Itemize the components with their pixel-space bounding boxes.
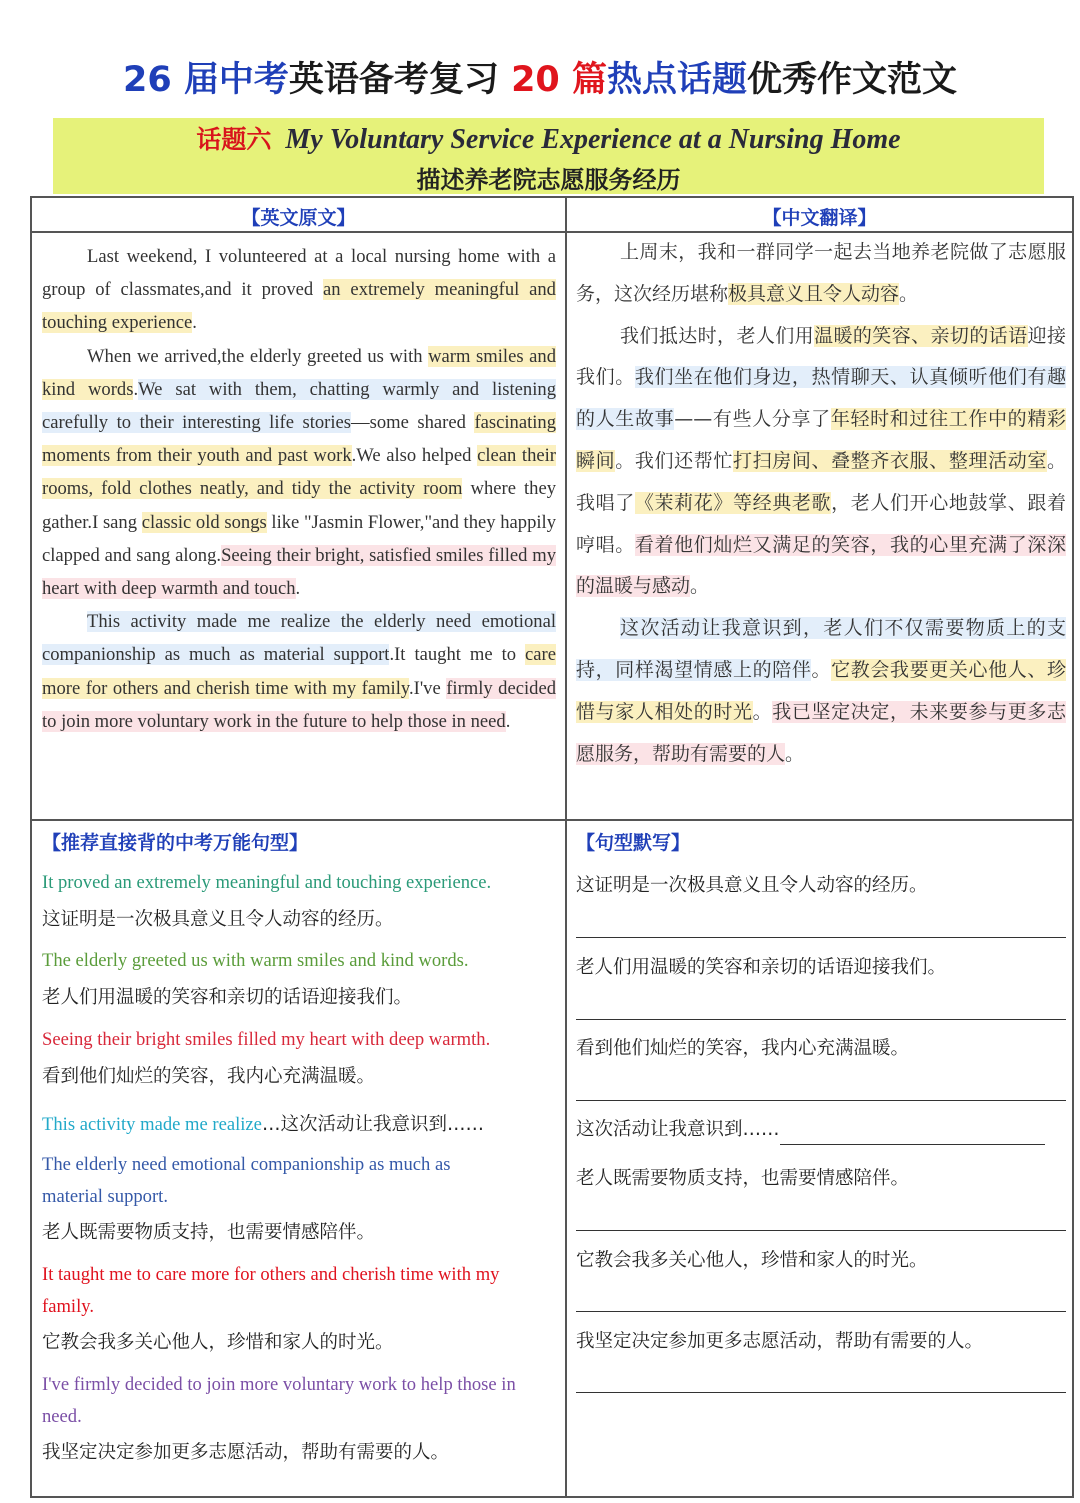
text-span: where they gather.I sang bbox=[42, 478, 557, 533]
text-span: . bbox=[192, 312, 197, 334]
sentence-en-6: It taught me to care more for others and cherish time with my family. bbox=[42, 1264, 500, 1317]
english-paragraph-1 bbox=[42, 240, 556, 340]
sentence-patterns-header: 【推荐直接背的中考万能句型】 bbox=[42, 832, 309, 854]
english-paragraph-3 bbox=[42, 605, 556, 738]
text-span: .I've bbox=[408, 677, 447, 699]
highlight-phrase: 我已坚定决定，未来要参与更多志愿服务，帮助有需要的人 bbox=[576, 700, 1066, 765]
sentence-en-7: I've firmly decided to join more voluntary work to help those in need. bbox=[42, 1374, 516, 1427]
sentence-zh-3: 看到他们灿烂的笑容，我内心充满温暖。 bbox=[42, 1066, 376, 1087]
dictation-prompt-4: 这次活动让我意识到…… bbox=[576, 1119, 780, 1140]
page-title bbox=[0, 52, 1080, 102]
text-span: . bbox=[133, 378, 139, 400]
highlight-phrase: 年轻时和过往工作中的精彩瞬间 bbox=[576, 408, 1066, 472]
dictation-answer-line-6[interactable] bbox=[576, 1311, 1066, 1312]
sentence-4 bbox=[42, 1109, 552, 1141]
dictation-prompt-3: 看到他们灿烂的笑容，我内心充满温暖。 bbox=[576, 1038, 910, 1059]
dictation-prompt-1: 这证明是一次极具意义且令人动容的经历。 bbox=[576, 875, 928, 896]
dictation-answer-line-7[interactable] bbox=[576, 1392, 1066, 1393]
dictation-inline-blank[interactable] bbox=[780, 1124, 1045, 1145]
chinese-translation bbox=[576, 232, 1066, 775]
chinese-paragraph-3 bbox=[576, 608, 1066, 775]
sentence-zh-4: …这次活动让我意识到…… bbox=[261, 1114, 484, 1135]
topic-english-title: My Voluntary Service Experience at a Nursing Home bbox=[285, 124, 901, 155]
title-part-1: 26 届中考 bbox=[122, 60, 289, 100]
chinese-paragraph-1 bbox=[576, 232, 1066, 316]
title-part-5: 优秀作文范文 bbox=[747, 60, 958, 100]
english-paragraph-2 bbox=[42, 340, 556, 606]
highlight-phrase: clean their rooms, fold clothes neatly, and tidy the activity room bbox=[42, 445, 557, 500]
text-span: 。 bbox=[899, 282, 919, 305]
sentence-zh-1: 这证明是一次极具意义且令人动容的经历。 bbox=[42, 909, 394, 930]
chinese-paragraph-2 bbox=[576, 316, 1066, 609]
highlight-phrase: 它教会我要更关心他人、珍惜与家人相处的时光 bbox=[576, 658, 1066, 723]
highlight-phrase: This activity made me realize the elderly need emotional companionship as much as material support bbox=[42, 611, 556, 666]
text-span: 我们抵达时，老人们用 bbox=[620, 324, 815, 347]
dictation-prompt-7: 我坚定决定参加更多志愿活动，帮助有需要的人。 bbox=[576, 1331, 984, 1352]
sentence-en-5: The elderly need emotional companionship as much as material support. bbox=[42, 1154, 451, 1207]
highlight-phrase: We sat with them, chatting warmly and listening carefully to their interesting life stories bbox=[42, 378, 556, 434]
sentence-zh-6: 它教会我多关心他人，珍惜和家人的时光。 bbox=[42, 1332, 394, 1353]
text-span: 上周末，我和一群同学一起去当地养老院做了志愿服务，这次经历堪称 bbox=[576, 241, 1066, 305]
column-divider bbox=[565, 196, 567, 1498]
highlight-phrase: fascinating moments from their youth and past work bbox=[42, 412, 557, 467]
sentence-en-4: This activity made me realize bbox=[42, 1114, 262, 1135]
dictation-answer-line-1[interactable] bbox=[576, 937, 1066, 938]
dictation-answer-line-5[interactable] bbox=[576, 1230, 1066, 1231]
sentence-en-2: The elderly greeted us with warm smiles and kind words. bbox=[42, 950, 469, 971]
text-span: 。我们还帮忙 bbox=[615, 449, 733, 472]
text-span: 。 bbox=[811, 658, 832, 681]
sentence-zh-7: 我坚定决定参加更多志愿活动，帮助有需要的人。 bbox=[42, 1442, 450, 1463]
highlight-phrase: 极具意义且令人动容 bbox=[728, 282, 900, 305]
english-essay bbox=[42, 240, 556, 738]
sentence-en-1: It proved an extremely meaningful and touching experience. bbox=[42, 872, 492, 893]
text-span: .It taught me to bbox=[389, 644, 526, 666]
text-span: ，老人们开心地鼓掌、跟着哼唱。 bbox=[576, 491, 1066, 556]
dictation-prompt-6: 它教会我多关心他人，珍惜和家人的时光。 bbox=[576, 1250, 928, 1271]
highlight-phrase: 我们坐在他们身边，热情聊天、认真倾听他们有趣的人生故事 bbox=[576, 366, 1066, 431]
title-part-4: 热点话题 bbox=[606, 60, 747, 100]
highlight-phrase: 这次活动让我意识到，老人们不仅需要物质上的支持，同样渴望情感上的陪伴 bbox=[576, 617, 1066, 681]
text-span: When we arrived,the elderly greeted us with bbox=[87, 345, 429, 367]
text-span: like "Jasmin Flower,"and they happily clapped and sang along. bbox=[42, 511, 557, 566]
dictation-header: 【句型默写】 bbox=[576, 832, 691, 854]
text-span: —some shared bbox=[351, 412, 475, 434]
text-span: 。 bbox=[752, 700, 773, 723]
chinese-translation-header: 【中文翻译】 bbox=[762, 207, 877, 229]
topic-english-title-line bbox=[53, 120, 1044, 156]
highlight-phrase: classic old songs bbox=[141, 511, 267, 533]
text-span: 迎接我们。 bbox=[576, 324, 1066, 389]
topic-banner bbox=[53, 118, 1044, 194]
dictation-answer-line-3[interactable] bbox=[576, 1100, 1066, 1101]
title-part-2: 英语备考复习 bbox=[288, 60, 512, 100]
dictation-prompt-4-row bbox=[576, 1115, 1066, 1145]
highlight-phrase: Seeing their bright, satisfied smiles filled my heart with deep warmth and touch bbox=[42, 544, 556, 600]
highlight-phrase: warm smiles and kind words bbox=[42, 345, 556, 400]
highlight-phrase: 看着他们灿烂又满足的笑容，我的心里充满了深深的温暖与感动 bbox=[576, 533, 1066, 598]
text-span: . bbox=[295, 578, 301, 600]
text-span: 。 bbox=[690, 575, 710, 598]
highlight-phrase: 《茉莉花》等经典老歌 bbox=[634, 491, 832, 514]
sentence-zh-2: 老人们用温暖的笑容和亲切的话语迎接我们。 bbox=[42, 987, 413, 1008]
topic-tag: 话题六 bbox=[196, 125, 272, 154]
text-span: . bbox=[505, 710, 511, 732]
text-span: Last weekend, I volunteered at a local nursing home with a group of classmates,and it proved bbox=[42, 246, 556, 301]
dictation-answer-line-2[interactable] bbox=[576, 1019, 1066, 1020]
highlight-phrase: firmly decided to join more voluntary work in the future to help those in need bbox=[42, 677, 556, 732]
english-original-header: 【英文原文】 bbox=[241, 207, 356, 229]
text-span: ——有些人分享了 bbox=[674, 408, 831, 431]
highlight-phrase: 打扫房间、叠整齐衣服、整理活动室 bbox=[733, 449, 1047, 472]
title-part-3: 20 篇 bbox=[511, 60, 607, 100]
dictation-prompt-5: 老人既需要物质支持，也需要情感陪伴。 bbox=[576, 1168, 910, 1189]
sentence-zh-5: 老人既需要物质支持，也需要情感陪伴。 bbox=[42, 1222, 376, 1243]
highlight-phrase: an extremely meaningful and touching experience bbox=[42, 279, 556, 334]
highlight-phrase: care more for others and cherish time with my family bbox=[42, 644, 556, 699]
text-span: 。我唱了 bbox=[576, 449, 1066, 514]
dictation-prompt-2: 老人们用温暖的笑容和亲切的话语迎接我们。 bbox=[576, 957, 947, 978]
text-span: .We also helped bbox=[351, 445, 478, 467]
section-divider bbox=[30, 819, 1074, 821]
highlight-phrase: 温暖的笑容、亲切的话语 bbox=[814, 324, 1028, 347]
sentence-en-3: Seeing their bright smiles filled my heart with deep warmth. bbox=[42, 1029, 491, 1050]
text-span: 。 bbox=[785, 742, 805, 765]
topic-chinese-title: 描述养老院志愿服务经历 bbox=[416, 165, 681, 194]
